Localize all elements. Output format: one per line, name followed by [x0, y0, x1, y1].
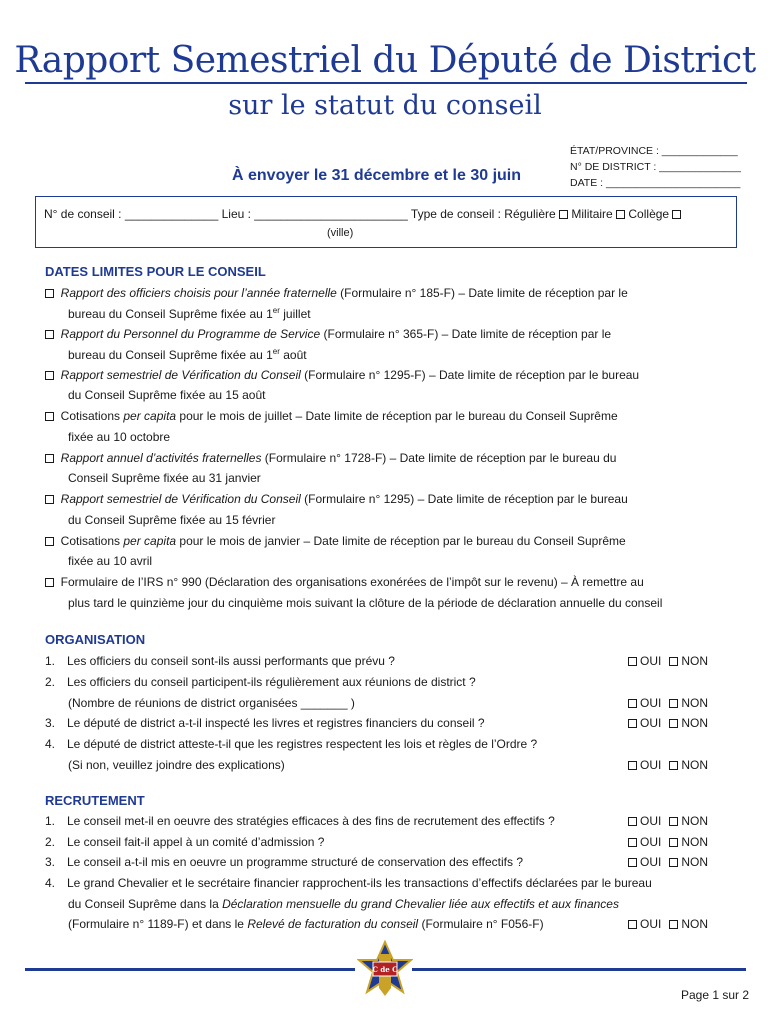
yes-checkbox[interactable] — [628, 657, 637, 666]
military-label: Militaire — [571, 207, 613, 221]
organisation-section-title: ORGANISATION — [45, 632, 146, 647]
deadline-checkbox[interactable] — [45, 412, 54, 421]
council-info-box — [35, 196, 737, 248]
yes-no-group: OUI NON — [628, 917, 708, 931]
deadline-item: Cotisations per capita pour le mois de janvier – Date limite de réception par le bureau du Conseil Suprême — [45, 534, 626, 548]
yes-no-group: OUI NON — [628, 814, 708, 828]
deadline-item: Rapport annuel d’activités fraternelles (Formulaire n° 1728-F) – Date limite de réception par le bureau du — [45, 451, 616, 465]
recruitment-question: 4. Le grand Chevalier et le secrétaire financier rapprochent-ils les transactions d’effectifs déclarées par le bureau — [45, 876, 652, 890]
page-title: Rapport Semestriel du Député de District — [14, 40, 756, 81]
yes-no-group: OUI NON — [628, 855, 708, 869]
deadline-item: Rapport semestriel de Vérification du Conseil (Formulaire n° 1295-F) – Date limite de réception par le bureau — [45, 368, 639, 382]
yes-no-group: OUI NON — [628, 758, 708, 772]
yes-checkbox[interactable] — [628, 920, 637, 929]
no-checkbox[interactable] — [669, 858, 678, 867]
no-checkbox[interactable] — [669, 699, 678, 708]
deadline-checkbox[interactable] — [45, 330, 54, 339]
no-checkbox[interactable] — [669, 817, 678, 826]
yes-checkbox[interactable] — [628, 699, 637, 708]
organisation-question: 1. Les officiers du conseil sont-ils aussi performants que prévu ? — [45, 654, 395, 668]
military-checkbox[interactable] — [616, 210, 625, 219]
deadlines-section-title: DATES LIMITES POUR LE CONSEIL — [45, 264, 266, 279]
deadline-checkbox[interactable] — [45, 371, 54, 380]
organisation-question: 2. Les officiers du conseil participent-ils régulièrement aux réunions de district ? — [45, 675, 476, 689]
deadline-item: Rapport semestriel de Vérification du Conseil (Formulaire n° 1295) – Date limite de réception par le bureau — [45, 492, 628, 506]
deadline-item: Rapport des officiers choisis pour l’année fraternelle (Formulaire n° 185-F) – Date limite de réception par le — [45, 286, 628, 300]
deadline-item: Cotisations per capita pour le mois de juillet – Date limite de réception par le bureau du Conseil Suprême — [45, 409, 618, 423]
yes-checkbox[interactable] — [628, 761, 637, 770]
recruitment-question: 1. Le conseil met-il en oeuvre des stratégies efficaces à des fins de recrutement des effectifs ? — [45, 814, 555, 828]
deadline-item: Formulaire de l’IRS n° 990 (Déclaration des organisations exonérées de l’impôt sur le revenu) – À remettre au — [45, 575, 644, 589]
yes-checkbox[interactable] — [628, 858, 637, 867]
state-province-field[interactable]: ÉTAT/PROVINCE : _____________ — [570, 145, 738, 157]
yes-no-group: OUI NON — [628, 654, 708, 668]
district-number-field[interactable]: N° DE DISTRICT : ______________ — [570, 161, 741, 173]
organisation-question: 3. Le député de district a-t-il inspecté les livres et registres financiers du conseil ? — [45, 716, 485, 730]
deadline-item: Rapport du Personnel du Programme de Service (Formulaire n° 365-F) – Date limite de réception par le — [45, 327, 611, 341]
yes-checkbox[interactable] — [628, 817, 637, 826]
no-checkbox[interactable] — [669, 761, 678, 770]
no-checkbox[interactable] — [669, 838, 678, 847]
date-field[interactable]: DATE : _______________________ — [570, 177, 741, 189]
deadline-checkbox[interactable] — [45, 289, 54, 298]
no-checkbox[interactable] — [669, 920, 678, 929]
ville-caption: (ville) — [327, 227, 354, 239]
yes-no-group: OUI NON — [628, 835, 708, 849]
yes-checkbox[interactable] — [628, 838, 637, 847]
page-subtitle: sur le statut du conseil — [228, 90, 542, 121]
college-label: Collège — [628, 207, 670, 221]
council-info-line — [44, 207, 681, 221]
deadline-checkbox[interactable] — [45, 495, 54, 504]
no-checkbox[interactable] — [669, 657, 678, 666]
page-number: Page 1 sur 2 — [681, 988, 750, 1002]
state-district-date-block — [570, 143, 741, 191]
send-deadline: À envoyer le 31 décembre et le 30 juin — [232, 167, 522, 184]
college-checkbox[interactable] — [672, 210, 681, 219]
title-divider — [25, 82, 747, 84]
deadline-checkbox[interactable] — [45, 537, 54, 546]
deadline-checkbox[interactable] — [45, 454, 54, 463]
footer-divider-right — [412, 968, 746, 971]
council-fields[interactable]: N° de conseil : ______________ Lieu : _______________________ Type de conseil : Régulière — [44, 207, 556, 221]
no-checkbox[interactable] — [669, 719, 678, 728]
deadline-checkbox[interactable] — [45, 578, 54, 587]
organisation-question: 4. Le député de district atteste-t-il que les registres respectent les lois et règles de l’Ordre ? — [45, 737, 538, 751]
yes-no-group: OUI NON — [628, 696, 708, 710]
yes-no-group: OUI NON — [628, 716, 708, 730]
yes-checkbox[interactable] — [628, 719, 637, 728]
recruitment-section-title: RECRUTEMENT — [45, 793, 145, 808]
recruitment-question: 3. Le conseil a-t-il mis en oeuvre un programme structuré de conservation des effectifs ? — [45, 855, 523, 869]
knights-emblem-icon — [357, 940, 413, 1002]
footer-divider-left — [25, 968, 355, 971]
svg-text:C de C: C de C — [372, 965, 398, 974]
recruitment-question: 2. Le conseil fait-il appel à un comité d’admission ? — [45, 835, 325, 849]
regular-checkbox[interactable] — [559, 210, 568, 219]
